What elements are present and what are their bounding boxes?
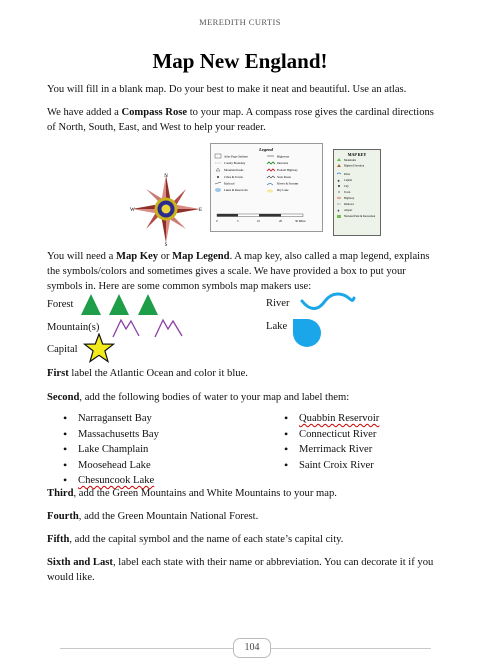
step-fifth-text: , add the capital symbol and the name of each state’s capital city.: [69, 534, 344, 545]
key-capital-icon: ★: [337, 179, 341, 183]
river-stream-symbol: [267, 184, 273, 186]
dry-lake-symbol: [267, 189, 273, 192]
legend-left-label-3: Cities & Towns: [224, 175, 243, 179]
list-item: • Saint Croix River: [282, 458, 379, 474]
scale-tick-2: 10: [257, 219, 260, 223]
step-third-text: , add the Green Mountains and White Mountains to your map.: [73, 488, 337, 499]
key-city-icon: [338, 185, 340, 187]
legend-right-label-4: Rivers & Streams: [277, 181, 299, 186]
tree-icon: [109, 294, 129, 315]
list-item: • Connecticut River: [282, 427, 379, 443]
mountains-label: Mountain(s): [47, 322, 100, 333]
list-item: • Lake Champlain: [61, 442, 159, 458]
scale-tick-1: 5: [237, 219, 239, 223]
map-key-image: [333, 149, 381, 236]
list-item: • Merrimack River: [282, 442, 379, 458]
scale-tick-0: 0: [216, 219, 218, 223]
scale-bar: [216, 214, 306, 223]
footer-rule-right: [271, 648, 431, 649]
legend-right-label-1: Interstate: [277, 161, 289, 165]
step-sixth-label: Sixth and Last: [47, 557, 113, 568]
river-wave-icon: [302, 294, 354, 309]
list-item-text: Chesuncook Lake: [78, 475, 155, 486]
step-fourth: [47, 509, 442, 524]
compass-west-label: W: [130, 208, 135, 213]
map-key-drawing: [334, 150, 380, 235]
page-title: Map New England!: [152, 49, 328, 73]
star-icon: [85, 334, 114, 362]
legend-left-items: [215, 154, 249, 192]
interstate-symbol: [267, 162, 275, 164]
legend-right-label-3: State Route: [277, 175, 291, 179]
key-label-1: Highest Elevation: [344, 164, 365, 168]
footer-rule-left: [60, 648, 233, 649]
legend-left-label-5: Lakes & Reservoirs: [224, 188, 248, 192]
legend-right-label-2: Federal Highway: [277, 168, 298, 172]
capital-label: Capital: [47, 344, 78, 355]
step-first: [47, 366, 442, 381]
mountain-icon: [113, 320, 139, 337]
compass-rose-image: [129, 172, 203, 246]
lake-drop-icon: [293, 319, 321, 347]
mountain-icon: [155, 320, 182, 337]
legend-image: [210, 143, 323, 232]
key-label-4: City: [344, 185, 349, 188]
legend-right-items: [267, 155, 299, 193]
compass-text-post: to your map. A compass rose gives the cardinal directions of North, South, East, and West to help your reader.: [47, 107, 434, 133]
key-text-pre: You will need a: [47, 251, 116, 262]
map-key-term: Map Key: [115, 251, 159, 262]
step-third: [47, 486, 442, 501]
forest-symbol: [80, 292, 160, 316]
legend-right-label-5: Dry Lake: [277, 188, 289, 192]
step-fifth-label: Fifth: [47, 534, 70, 545]
compass-north-label: N: [164, 174, 168, 179]
key-town-icon: [338, 191, 339, 192]
river-label: River: [266, 298, 290, 309]
compass-text-pre: We have added a: [47, 107, 122, 118]
step-sixth: [47, 555, 442, 585]
step-second: [47, 390, 442, 405]
running-header: MEREDITH CURTIS: [199, 17, 281, 27]
page-number: 104: [233, 638, 271, 658]
legend-left-label-1: County Boundary: [224, 161, 246, 165]
tree-icon: [138, 294, 158, 315]
water-list-left: [61, 411, 159, 489]
list-item: [282, 411, 379, 427]
railroad-symbol: [215, 182, 221, 184]
key-label-5: Town: [344, 191, 351, 194]
atlas-outline-symbol: [215, 154, 221, 158]
scale-tick-4: 30 Miles: [295, 219, 306, 223]
forest-label: Forest: [47, 299, 74, 310]
mountain-peak-symbol: [216, 168, 220, 171]
list-item-text: Quabbin Reservoir: [299, 413, 380, 424]
lake-symbol: [215, 188, 221, 192]
map-key-title: MAP KEY: [347, 152, 367, 157]
list-item: • Narragansett Bay: [61, 411, 159, 427]
key-label-8: Airport: [344, 209, 353, 212]
compass-rose-drawing: [129, 172, 203, 246]
step-first-text: label the Atlantic Ocean and color it blue.: [68, 368, 248, 379]
legend-left-label-4: Railroad: [224, 181, 235, 186]
compass-rose-term: Compass Rose: [121, 107, 188, 118]
tree-icon: [81, 294, 101, 315]
compass-rose-paragraph: [47, 105, 442, 135]
key-text-mid: or: [158, 251, 173, 262]
key-airport-icon: ✈: [337, 209, 340, 213]
key-text-post: . A map key, also called a map legend, explains the symbols/colors and sometimes gives a scale. We have provided a box to put your symbols in. Here are some common symbols map makers use:: [47, 251, 430, 292]
map-key-paragraph: [47, 249, 442, 294]
legend-left-label-2: Mountain Peaks: [224, 168, 244, 172]
map-legend-term: Map Legend: [172, 251, 230, 262]
river-symbol: [300, 289, 356, 311]
lake-label: Lake: [266, 321, 288, 332]
key-label-9: National Park & Recreation: [344, 215, 376, 218]
intro-paragraph: You will fill in a blank map. Do your best to make it neat and beautiful. Use an atlas.: [47, 84, 407, 95]
mountains-symbol: [112, 317, 188, 339]
step-second-text: , add the following bodies of water to your map and label them:: [79, 392, 350, 403]
state-route-symbol: [267, 176, 275, 178]
step-fourth-label: Fourth: [47, 511, 79, 522]
list-item: • Massachusetts Bay: [61, 427, 159, 443]
key-label-7: Railroad: [344, 203, 354, 206]
key-label-6: Highway: [344, 197, 355, 200]
list-item: • Moosehead Lake: [61, 458, 159, 474]
federal-highway-symbol: [267, 169, 275, 171]
key-park-icon: [337, 215, 341, 218]
compass-east-label: E: [198, 208, 202, 213]
key-label-0: Mountains: [344, 159, 356, 162]
step-fourth-text: , add the Green Mountain National Forest.: [78, 511, 259, 522]
city-symbol: [217, 176, 219, 178]
step-first-label: First: [47, 368, 69, 379]
key-label-3: Capital: [344, 179, 353, 182]
scale-tick-3: 20: [279, 219, 282, 223]
legend-left-label-0: Atlas Page Outlines: [224, 154, 248, 159]
step-sixth-text: , label each state with their name or abbreviation. You can decorate it if you would like.: [47, 557, 434, 583]
step-third-label: Third: [47, 488, 74, 499]
step-second-label: Second: [47, 392, 80, 403]
legend-image-drawing: [211, 144, 322, 231]
key-elevation-icon: [337, 164, 341, 167]
key-river-icon: [337, 173, 341, 174]
lake-symbol: [290, 316, 324, 352]
capital-symbol: [83, 333, 115, 363]
compass-south-label: S: [164, 243, 168, 246]
legend-right-label-0: Highways: [277, 154, 290, 159]
key-label-2: River: [344, 173, 351, 176]
key-mountain-icon: [337, 158, 341, 161]
step-fifth: [47, 532, 442, 547]
water-list-right: [282, 411, 379, 473]
legend-image-title: Legend: [259, 147, 273, 152]
